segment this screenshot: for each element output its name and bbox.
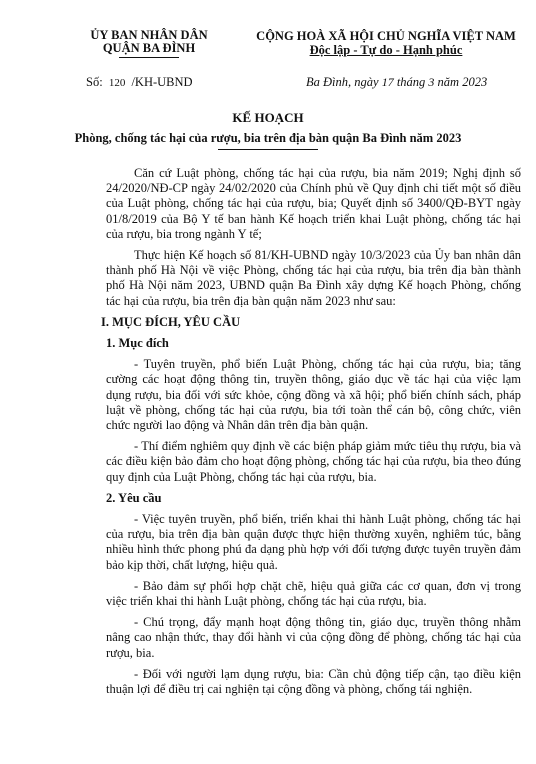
document-body: [101, 166, 521, 703]
paragraph-requirement-4: - Đối với người lạm dụng rượu, bia: Cần chủ động tiếp cận, tạo điều kiện thuận lợi để điều trị cai nghiện tại cộng đồng và phòng, chống tái nghiện.: [106, 666, 521, 697]
date-month-word: tháng: [396, 75, 426, 89]
paragraph-purpose-2: - Thí điểm nghiêm quy định về các biện pháp giảm mức tiêu thụ rượu, bia và các điều kiện bảo đảm cho hoạt động phòng, chống tác hại của rượu, bia theo đúng quy định của Luật Phòng, chống tác hại của rượu, bia.: [106, 439, 521, 484]
issuing-authority: [74, 29, 224, 58]
org-line-1: ỦY BAN NHÂN DÂN: [90, 28, 208, 42]
document-subtitle: [0, 131, 536, 150]
paragraph-requirement-2: - Bảo đảm sự phối hợp chặt chẽ, hiệu quả giữa các cơ quan, đơn vị trong việc triển khai thi hành Luật phòng, chống tác hại của rượu, bia.: [106, 578, 521, 609]
paragraph-implementation: Thực hiện Kế hoạch số 81/KH-UBND ngày 10/3/2023 của Ủy ban nhân dân thành phố Hà Nội về việc Phòng, chống tác hại của rượu, bia trên địa bàn thành phố Hà Nội năm 2023, UBND quận Ba Đình xây dựng Kế hoạch Phòng, chống tác hại của rượu, bia trên địa bàn quận năm 2023 như sau:: [106, 248, 521, 308]
section-heading-1: I. MỤC ĐÍCH, YÊU CẦU: [101, 314, 241, 329]
paragraph-purpose-1: - Tuyên truyền, phổ biến Luật Phòng, chống tác hại của rượu, bia; tăng cường các hoạt động thông tin, truyền thông, giáo dục về tác hại của việc lạm dụng rượu, bia đối với sức khỏe, cộng đồng và xã hội; phổ biến chính sách, pháp luật về phòng, chống tác hại của rượu, bia tới toàn thể cán bộ, công chức, viên chức người lao động và Nhân dân trên địa bàn quận.: [106, 357, 521, 433]
number-prefix: Số:: [86, 75, 103, 89]
date-prefix: Ba Đình, ngày: [306, 75, 379, 89]
subtitle-underline: [218, 149, 318, 150]
org-line-2: QUẬN BA ĐÌNH: [102, 41, 196, 55]
nation-line-1: CỘNG HOÀ XÃ HỘI CHỦ NGHĨA VIỆT NAM: [256, 29, 516, 43]
date-day: 17: [381, 75, 394, 89]
issue-date: [306, 75, 487, 90]
subtitle-text: Phòng, chống tác hại của rượu, bia trên địa bàn quận Ba Đình năm 2023: [74, 131, 462, 145]
paragraph-requirement-3: - Chú trọng, đẩy mạnh hoạt động thông tin, giáo dục, truyền thông nhằm nâng cao nhận thức, thay đổi hành vi của cộng đồng để phòng, chống tác hại của rượu, bia.: [106, 615, 521, 660]
number-value: 120: [108, 77, 126, 89]
nation-line-2: Độc lập - Tự do - Hạnh phúc: [309, 43, 463, 57]
number-suffix: /KH-UBND: [131, 75, 193, 89]
subsection-heading-requirements: 2. Yêu cầu: [106, 490, 162, 505]
org-underline: [119, 57, 179, 58]
document-title: KẾ HOẠCH: [232, 110, 304, 125]
paragraph-legal-basis: Căn cứ Luật phòng, chống tác hại của rượu, bia năm 2019; Nghị định số 24/2020/NĐ-CP ngày 24/02/2020 của Chính phủ về Quy định chi tiết một số điều của Luật phòng, chống tác hại của rượu, bia; Quyết định số 3400/QĐ-BYT ngày 01/8/2019 của Bộ Y tế ban hành Kế hoạch triển khai Luật phòng, chống tác hại của rượu, bia trong ngành Y tế;: [106, 166, 521, 241]
national-motto: [252, 29, 520, 57]
subsection-heading-purpose: 1. Mục đích: [106, 336, 169, 351]
date-month: 3: [428, 75, 435, 89]
date-year: năm 2023: [437, 75, 488, 89]
document-number: [86, 75, 193, 90]
paragraph-requirement-1: - Việc tuyên truyền, phổ biến, triển khai thi hành Luật phòng, chống tác hại của rượu, bia trên địa bàn quận được thực hiện thường xuyên, nghiêm túc, bằng nhiều hình thức phong phú đa dạng phù hợp với đối tượng được tuyên truyền đảm bảo kịp thời, chất lượng, hiệu quả.: [106, 512, 521, 572]
